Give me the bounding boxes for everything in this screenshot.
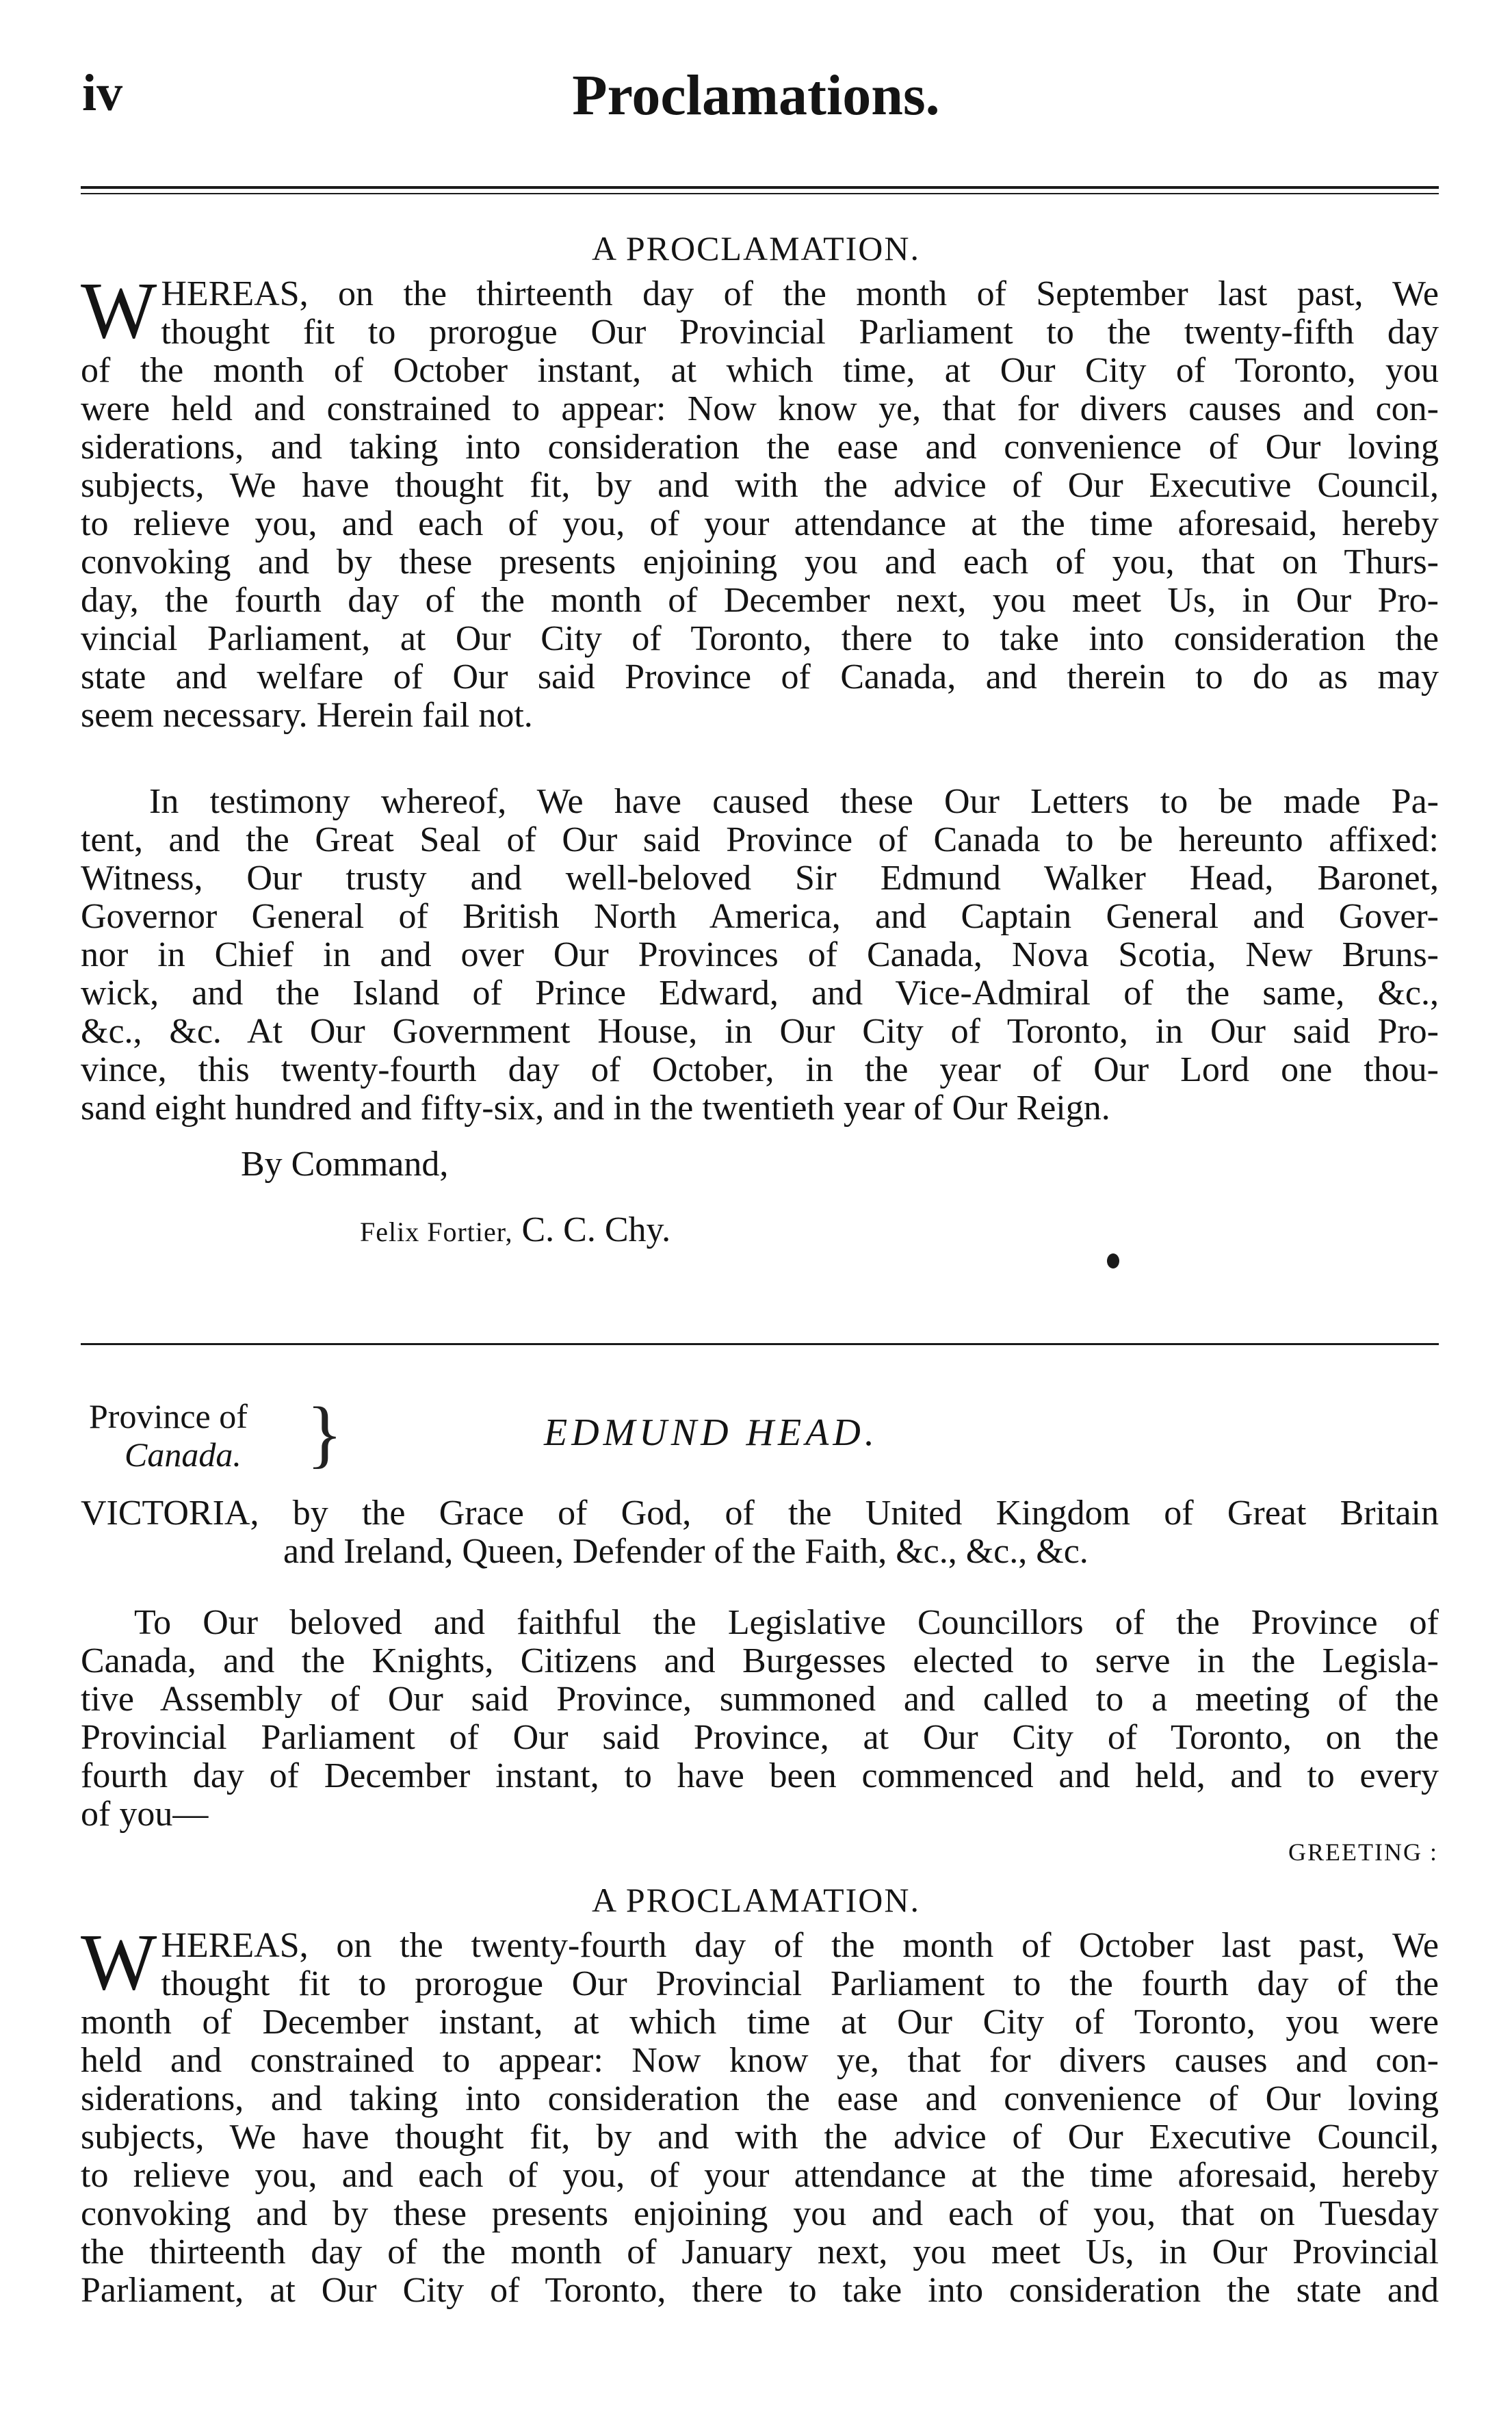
province-line-2: Canada. (125, 1435, 242, 1474)
address-line: tive Assembly of Our said Province, summoned and called to a meeting of the (81, 1680, 1439, 1719)
body-line: of the month of October instant, at which time, at Our City of Toronto, you (81, 351, 1439, 390)
address-line: Canada, and the Knights, Citizens and Burgesses elected to serve in the Legisla- (81, 1641, 1439, 1680)
province-label (89, 1397, 248, 1474)
address-line: To Our beloved and faithful the Legislative Councillors of the Province of (134, 1603, 1439, 1642)
drop-cap-1: W (81, 265, 157, 355)
curly-brace: } (307, 1392, 343, 1475)
style-line: and Ireland, Queen, Defender of the Faith, &c., &c., &c. (283, 1532, 1089, 1571)
body-line: held and constrained to appear: Now know ye, that for divers causes and con- (81, 2041, 1439, 2080)
proclamation-2-body (81, 1917, 1439, 2310)
body-line: HEREAS, on the thirteenth day of the month of September last past, We (161, 274, 1439, 313)
testimony-line: nor in Chief in and over Our Provinces of Canada, Nova Scotia, New Bruns- (81, 935, 1439, 974)
style-line: VICTORIA, by the Grace of God, of the United Kingdom of Great Britain (81, 1494, 1439, 1533)
body-line: were held and constrained to appear: Now know ye, that for divers causes and con- (81, 389, 1439, 428)
address-line: Provincial Parliament of Our said Province, at Our City of Toronto, on the (81, 1718, 1439, 1757)
testimony-line: tent, and the Great Seal of Our said Province of Canada to be hereunto affixed: (81, 820, 1439, 859)
testimony-paragraph (81, 783, 1439, 1128)
body-line: to relieve you, and each of you, of your attendance at the time aforesaid, hereby (81, 2156, 1439, 2195)
printer-ornament (1107, 1253, 1119, 1268)
body-line: convoking and by these presents enjoining you and each of you, that on Tuesday (81, 2194, 1439, 2233)
drop-cap-2: W (81, 1917, 157, 2007)
body-line: thought fit to prorogue Our Provincial Parliament to the twenty-fifth day (161, 313, 1439, 352)
signature-line (360, 1210, 670, 1250)
body-line: Parliament, at Our City of Toronto, there to take into consideration the state and (81, 2271, 1439, 2310)
section-divider (81, 1343, 1439, 1345)
body-line: vincial Parliament, at Our City of Toronto, there to take into consideration the (81, 619, 1439, 658)
header-double-rule (81, 186, 1439, 194)
signature-name: Felix Fortier, (360, 1216, 513, 1247)
testimony-line: vince, this twenty-fourth day of October, in the year of Our Lord one thou- (81, 1050, 1439, 1089)
proclamation-1-body (81, 265, 1439, 735)
testimony-line: In testimony whereof, We have caused these Our Letters to be made Pa- (149, 782, 1439, 821)
body-line: to relieve you, and each of you, of your attendance at the time aforesaid, hereby (81, 504, 1439, 543)
signature-title: C. C. Chy. (521, 1210, 671, 1249)
greeting: GREETING : (1288, 1838, 1438, 1866)
testimony-line: Governor General of British North America, and Captain General and Gover- (81, 897, 1439, 936)
address-line: fourth day of December instant, to have been commenced and held, and to every (81, 1756, 1439, 1795)
royal-style (81, 1494, 1439, 1571)
body-line: state and welfare of Our said Province of Canada, and therein to do as may (81, 658, 1439, 697)
body-line: subjects, We have thought fit, by and with the advice of Our Executive Council, (81, 2118, 1439, 2157)
body-line: seem necessary. Herein fail not. (81, 696, 533, 735)
body-line: convoking and by these presents enjoining you and each of you, that on Thurs- (81, 543, 1439, 582)
testimony-line: wick, and the Island of Prince Edward, and Vice-Admiral of the same, &c., (81, 974, 1439, 1013)
address-paragraph (81, 1604, 1439, 1834)
body-line: month of December instant, at which time at Our City of Toronto, you were (81, 2003, 1439, 2042)
by-command: By Command, (241, 1145, 449, 1184)
body-line: HEREAS, on the twenty-fourth day of the month of October last past, We (161, 1926, 1439, 1965)
testimony-line: &c., &c. At Our Government House, in Our City of Toronto, in Our said Pro- (81, 1012, 1439, 1051)
body-line: thought fit to prorogue Our Provincial Parliament to the fourth day of the (161, 1964, 1439, 2003)
address-line: of you— (81, 1795, 209, 1834)
testimony-line: sand eight hundred and fifty-six, and in the twentieth year of Our Reign. (81, 1089, 1110, 1128)
body-line: day, the fourth day of the month of December next, you meet Us, in Our Pro- (81, 581, 1439, 620)
body-line: the thirteenth day of the month of January next, you meet Us, in Our Provincial (81, 2233, 1439, 2272)
proclamation-heading-2: A PROCLAMATION. (591, 1881, 921, 1919)
province-line-1: Province of (89, 1397, 248, 1435)
testimony-line: Witness, Our trusty and well-beloved Sir Edmund Walker Head, Baronet, (81, 859, 1439, 898)
page-number: iv (82, 64, 123, 122)
running-title: Proclamations. (572, 64, 940, 127)
body-line: subjects, We have thought fit, by and with the advice of Our Executive Council, (81, 466, 1439, 505)
proclamation-heading-1: A PROCLAMATION. (591, 229, 921, 268)
body-line: siderations, and taking into consideration the ease and convenience of Our loving (81, 428, 1439, 467)
body-line: siderations, and taking into consideration the ease and convenience of Our loving (81, 2079, 1439, 2118)
governor-name: EDMUND HEAD. (544, 1411, 878, 1454)
